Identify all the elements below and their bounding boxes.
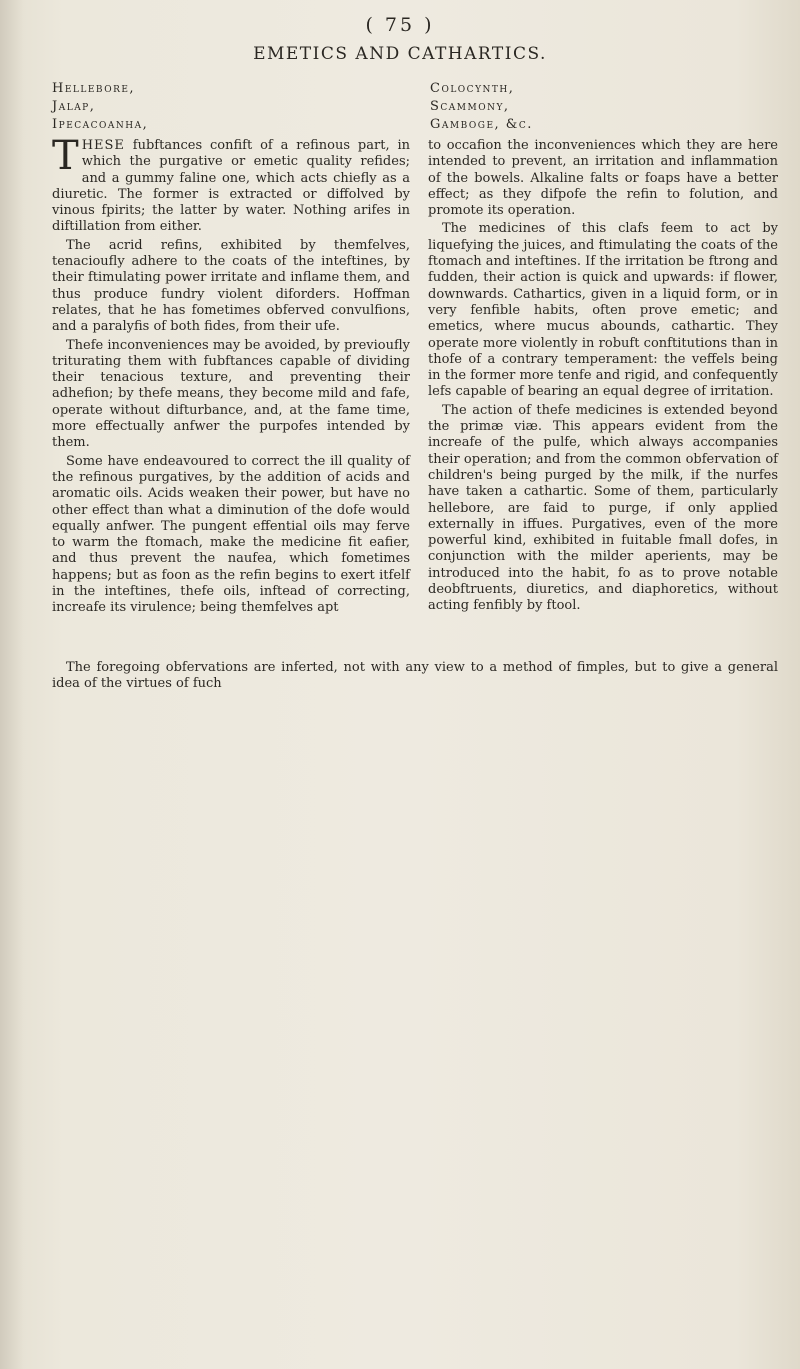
paragraph: The medicines of this clafs feem to act by liquefying the juices, and ftimulating the coats of the ftomach and inteftines. If the irritation be ftrong and fudden, their action is quick and upwards: if flower, downwards. Cathartics, given in a liquid form, or in very fenfible habits, often prove emetic; and emetics, where mucus abounds, cathartic. They operate more violently in robuft conftitutions than in thofe of a contrary temperament: the veffels being in the former more tenfe and rigid, and confequently lefs capable of bearing an equal degree of irritation.: [428, 221, 778, 400]
drop-cap: T: [52, 133, 79, 179]
page-number: ( 75 ): [365, 14, 435, 36]
drug-name: Ipecacoanha,: [52, 117, 149, 132]
drug-name: Hellebore,: [52, 81, 136, 96]
paragraph: to occafion the inconveniences which they are here intended to prevent, an irritation and inflammation of the bowels. Alkaline falts or foaps have a better effect; as they difpofe the refin to folution, and promote its operation.: [428, 138, 778, 219]
binding-shadow: [0, 0, 24, 1369]
running-title: EMETICS AND CATHARTICS.: [253, 44, 547, 64]
opening-paragraph: [52, 133, 410, 236]
opening-caps: HESE: [81, 138, 125, 153]
paragraph: The acrid refins, exhibited by themfelves, tenacioufly adhere to the coats of the inteftines, by their ftimulating power irritate and inflame them, and thus produce fundry violent diforders. Hoffman relates, that he has fometimes obferved convulfions, and a paralyfis of both fides, from their ufe.: [52, 237, 410, 335]
drug-name: Gamboge, &c.: [430, 117, 533, 132]
paragraph: Thefe inconveniences may be avoided, by previoufly triturating them with fubftances capable of dividing their tenacious texture, and preventing their adhefion; by thefe means, they become mild and fafe, operate without difturbance, and, at the fame time, more effectually anfwer the purpofes intended by them.: [52, 337, 410, 451]
drug-list-left: [52, 80, 148, 134]
paragraph: Some have endeavoured to correct the ill quality of the refinous purgatives, by the addition of acids and aromatic oils. Acids weaken their power, but have no other effect than what a diminution of the dofe would equally anfwer. The pungent effential oils may ferve to warm the ftomach, make the medicine fit eafier, and thus prevent the naufea, which fometimes happens; but as foon as the refin begins to exert itfelf in the inteftines, thefe oils, inftead of correcting, increafe its virulence; being themfelves apt: [52, 453, 410, 616]
right-column: [428, 138, 778, 617]
drug-name: Colocynth,: [430, 81, 515, 96]
drug-name: Jalap,: [52, 99, 96, 114]
drug-list-right: [430, 80, 533, 134]
footer-paragraph: The foregoing obfervations are inferted, not with any view to a method of fimples, but to give a general idea of the virtues of fuch: [52, 660, 778, 692]
drug-name: Scammony,: [430, 99, 510, 114]
left-column: [52, 133, 410, 619]
opening-text: fubftances confift of a refinous part, in which the purgative or emetic quality refides; and a gummy faline one, which acts chiefly as a diuretic. The former is extracted or diffolved by vinous fpirits; the latter by water. Nothing arifes in diftillation from either.: [52, 138, 410, 235]
paragraph: The action of thefe medicines is extended beyond the primæ viæ. This appears evident from the increafe of the pulfe, which always accompanies their operation; and from the common obfervation of children's being purged by the milk, if the nurfes have taken a cathartic. Some of them, particularly hellebore, are faid to purge, if only applied externally in iffues. Purgatives, even of the more powerful kind, exhibited in fuitable fmall dofes, in conjunction with the milder aperients, may be introduced into the habit, fo as to prove notable deobftruents, diuretics, and diaphoretics, without acting fenfibly by ftool.: [428, 402, 778, 614]
